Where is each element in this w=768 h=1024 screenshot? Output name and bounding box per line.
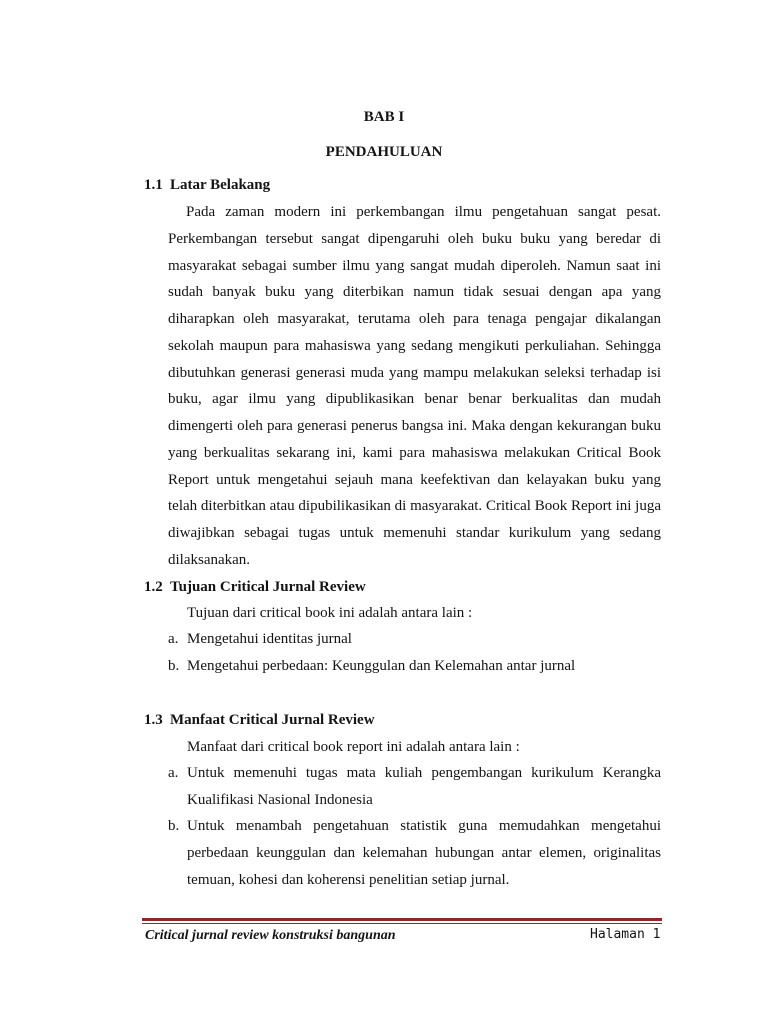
list-marker: b. [168,658,180,674]
background-paragraph: Pada zaman modern ini perkembangan ilmu pengetahuan sangat pesat. Perkembangan tersebut sangat dipengaruhi oleh buku buku yang beredar di masyarakat sebagai sumber ilmu yang sangat mudah diperoleh. Namun saat ini sudah banyak buku yang diterbikan namun tidak sesuai dengan apa yang diharapkan oleh masyarakat, terutama oleh para tenaga pengajar dikalangan sekolah maupun para mahasiswa yang sedang mengikuti perkuliahan. Sehingga dibutuhkan generasi generasi muda yang mampu melakukan seleksi terhadap isi buku, agar ilmu yang dipublikasikan benar benar berkualitas dan mudah dimengerti oleh para generasi penerus bangsa ini. Maka dengan kekurangan buku yang berkualitas sekarang ini, kami para mahasiswa melakukan Critical Book Report untuk mengetahui sejauh mana keefektivan dan kelayakan buku yang telah diterbitkan atau dipubilikasikan di masyarakat. Critical Book Report ini juga diwajibkan sebagai tugas untuk memenuhi standar kurikulum yang sedang dilaksanakan. [168,204,661,568]
section-title: Manfaat Critical Jurnal Review [170,712,375,728]
section-heading-latar-belakang [144,177,270,194]
section-number: 1.1 [144,177,163,193]
list-item [168,760,661,814]
footer-page-number: Halaman 1 [590,927,661,942]
list-item-text: Untuk menambah pengetahuan statistik guna memudahkan mengetahui perbedaan keunggulan dan kelemahan hubungan antar elemen, originalitas temuan, kohesi dan koherensi penelitian setiap jurnal. [187,818,661,888]
list-item-text: Mengetahui perbedaan: Keunggulan dan Kelemahan antar jurnal [187,658,576,674]
list-item [168,653,661,680]
section-number: 1.3 [144,712,163,728]
footer-divider-thin [142,923,662,924]
footer-divider-thick [142,918,662,921]
benefits-lead-text: Manfaat dari critical book report ini adalah antara lain : [187,739,520,755]
list-item [168,813,661,893]
footer-document-title: Critical jurnal review konstruksi bangunan [145,928,396,943]
section-title: Latar Belakang [170,177,271,193]
objectives-lead-text: Tujuan dari critical book ini adalah antara lain : [187,605,473,621]
section-heading-manfaat [144,712,375,729]
chapter-title: BAB I [363,109,405,125]
list-item-text: Untuk memenuhi tugas mata kuliah pengembangan kurikulum Kerangka Kualifikasi Nasional Indonesia [187,765,661,808]
section-title: Tujuan Critical Jurnal Review [170,579,366,595]
section-number: 1.2 [144,579,163,595]
chapter-subtitle: PENDAHULUAN [325,144,443,160]
list-marker: a. [168,631,179,647]
list-marker: b. [168,818,180,834]
list-item-text: Mengetahui identitas jurnal [187,631,352,647]
list-marker: a. [168,765,179,781]
section-heading-tujuan [144,579,366,596]
list-item [168,626,661,653]
